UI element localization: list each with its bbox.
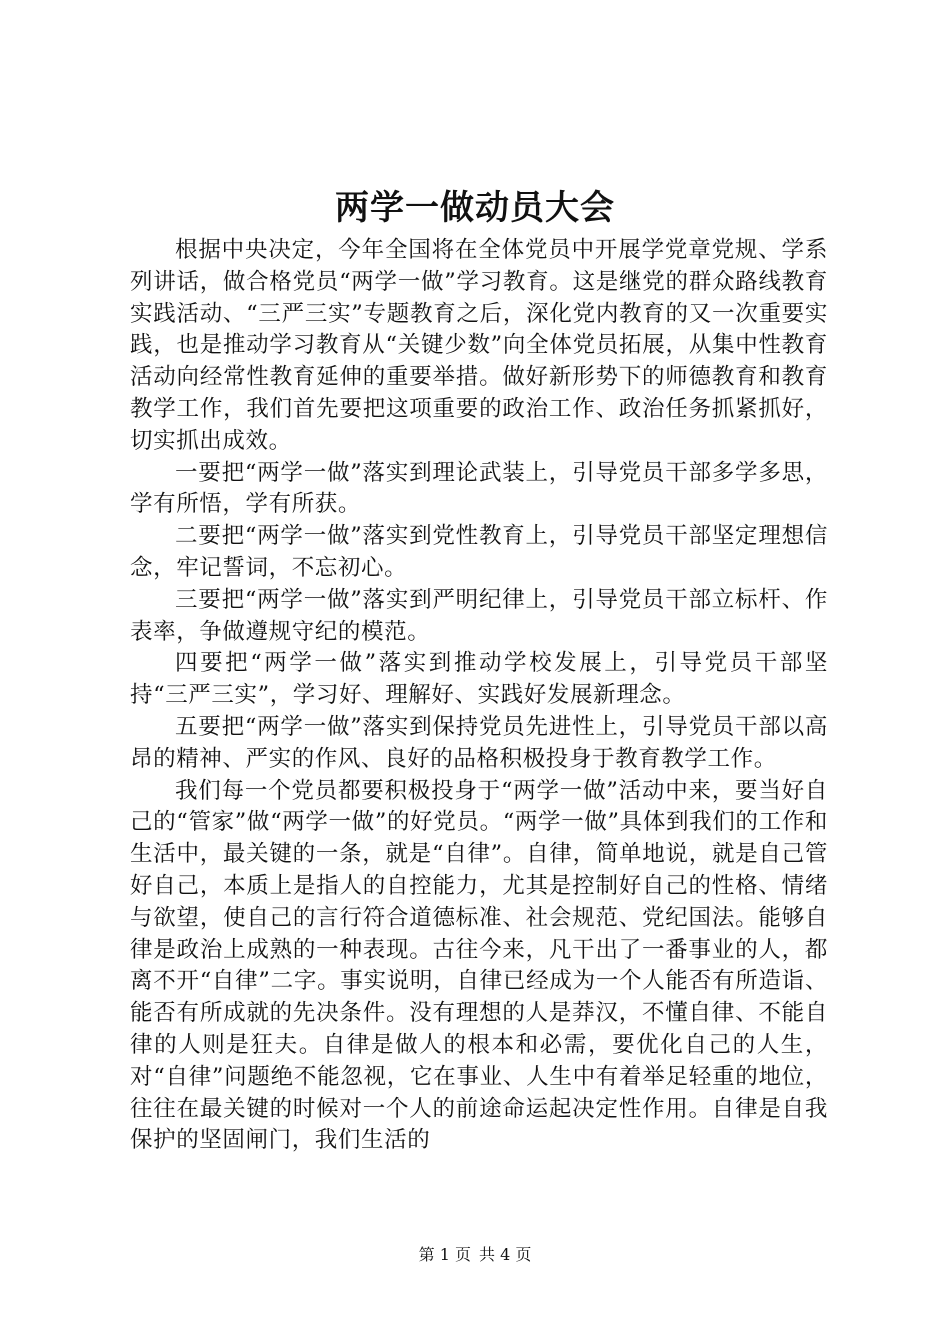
page-number: 第 1 页 bbox=[418, 1245, 471, 1264]
paragraph-intro: 根据中央决定，今年全国将在全体党员中开展学党章党规、学系列讲话，做合格党员“两学一做”学习教育。这是继党的群众路线教育实践活动、“三严三实”专题教育之后，深化党内教育的又一次重要实践，也是推动学习教育从“关键少数”向全体党员拓展，从集中性教育活动向经常性教育延伸的重要举措。做好新形势下的师德教育和教育教学工作，我们首先要把这项重要的政治工作、政治任务抓紧抓好，切实抓出成效。 bbox=[130, 237, 828, 454]
paragraph-point-5: 五要把“两学一做”落实到保持党员先进性上，引导党员干部以高昂的精神、严实的作风、良好的品格积极投身于教育教学工作。 bbox=[130, 713, 828, 772]
paragraph-point-3: 三要把“两学一做”落实到严明纪律上，引导党员干部立标杆、作表率，争做遵规守纪的模范。 bbox=[130, 586, 828, 645]
paragraph-point-1: 一要把“两学一做”落实到理论武装上，引导党员干部多学多思，学有所悟，学有所获。 bbox=[130, 459, 828, 518]
document-body bbox=[130, 235, 828, 1157]
paragraph-point-2: 二要把“两学一做”落实到党性教育上，引导党员干部坚定理想信念，牢记誓词，不忘初心。 bbox=[130, 523, 828, 581]
document-title: 两学一做动员大会 bbox=[335, 188, 615, 228]
page-footer bbox=[0, 1244, 950, 1266]
page-total: 共 4 页 bbox=[479, 1245, 532, 1264]
paragraph-point-4: 四要把“两学一做”落实到推动学校发展上，引导党员干部坚持“三严三实”，学习好、理解好、实践好发展新理念。 bbox=[130, 650, 828, 709]
paragraph-self-discipline: 我们每一个党员都要积极投身于“两学一做”活动中来，要当好自己的“管家”做“两学一做”的好党员。“两学一做”具体到我们的工作和生活中，最关键的一条，就是“自律”。自律，简单地说，就是自己管好自己，本质上是指人的自控能力，尤其是控制好自己的性格、情绪与欲望，使自己的言行符合道德标准、社会规范、党纪国法。能够自律是政治上成熟的一种表现。古往今来，凡干出了一番事业的人，都离不开“自律”二字。事实说明，自律已经成为一个人能否有所造诣、能否有所成就的先决条件。没有理想的人是莽汉，不懂自律、不能自律的人则是狂夫。自律是做人的根本和必需，要优化自己的人生，对“自律”问题绝不能忽视，它在事业、人生中有着举足轻重的地位，往往在最关键的时候对一个人的前途命运起决定性作用。自律是自我保护的坚固闸门，我们生活的 bbox=[130, 777, 828, 1154]
